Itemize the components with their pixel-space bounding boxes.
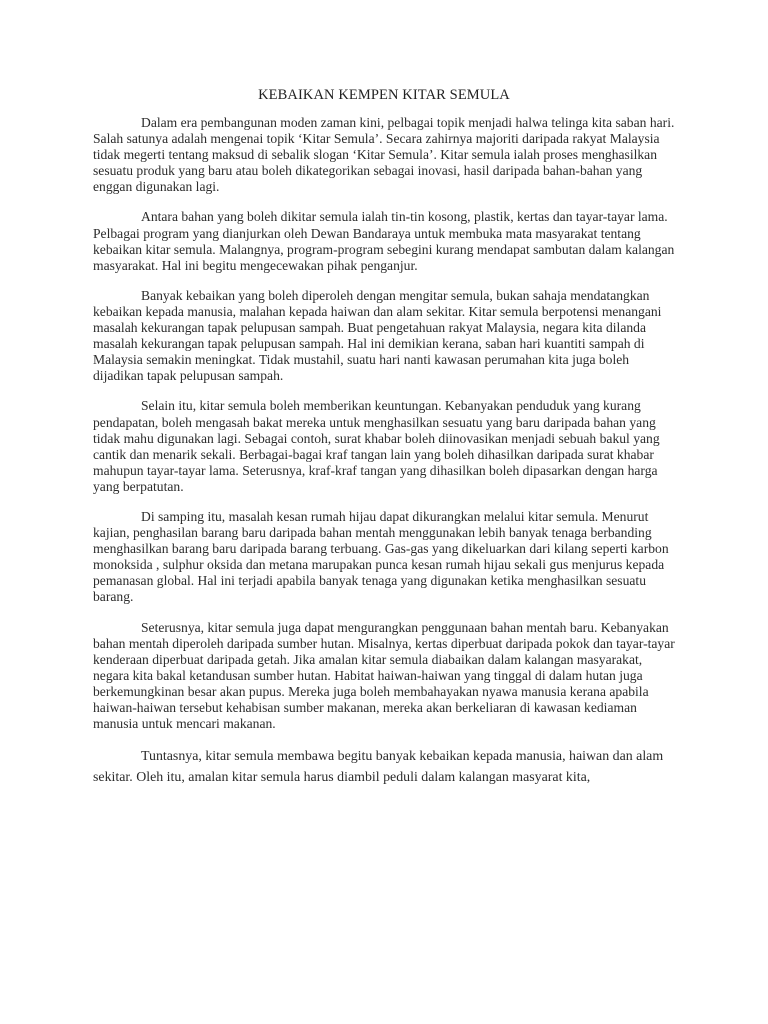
paragraph-conclusion: Tuntasnya, kitar semula membawa begitu banyak kebaikan kepada manusia, haiwan dan alam sekitar. Oleh itu, amalan kitar semula harus diambil peduli dalam kalangan masyarat kita, — [93, 749, 664, 786]
paragraph-raw-materials: Seterusnya, kitar semula juga dapat mengurangkan penggunaan bahan mentah baru. Kebanyakan bahan mentah diperoleh daripada sumber hutan. Misalnya, kertas diperbuat daripada pokok dan tayar-tayar kenderaan diperbuat daripada getah. Jika amalan kitar semula diabaikan dalam kalangan masyarakat, negara kita bakal ketandusan sumber hutan. Habitat haiwan-haiwan yang tinggal di dalam hutan juga berkemungkinan besar akan pupus. Mereka juga boleh membahayakan nyawa manusia kerana apabila haiwan-haiwan tersebut kehabisan sumber makanan, mereka akan berkeliaran di kawasan kediaman manusia untuk mencari makanan. — [93, 619, 675, 732]
document-title: KEBAIKAN KEMPEN KITAR SEMULA — [258, 87, 510, 103]
paragraph-intro: Dalam era pembangunan moden zaman kini, pelbagai topik menjadi halwa telinga kita saban hari. Salah satunya adalah mengenai topik ‘Kitar Semula’. Secara zahirnya majoriti daripada rakyat Malaysia tidak megerti tentang maksud di sebalik slogan ‘Kitar Semula’. Kitar semula ialah proses menghasilkan sesuatu produk yang baru atau boleh dikategorikan sebagai inovasi, hasil daripada bahan-bahan yang enggan digunakan lagi. — [93, 115, 675, 195]
paragraph-greenhouse: Di samping itu, masalah kesan rumah hijau dapat dikurangkan melalui kitar semula. Menurut kajian, penghasilan barang baru daripada bahan mentah menggunakan lebih banyak tenaga berbanding menghasilkan barang baru daripada barang terbuang. Gas-gas yang dikeluarkan dari kilang seperti karbon monoksida , sulphur oksida dan metana marupakan punca kesan rumah hijau sekali gus menjurus kepada pemanasan global. Hal ini terjadi apabila banyak tenaga yang digunakan ketika menghasilkan sesuatu barang. — [93, 508, 669, 605]
document-body — [93, 115, 681, 802]
paragraph-profit: Selain itu, kitar semula boleh memberikan keuntungan. Kebanyakan penduduk yang kurang pendapatan, boleh mengasah bakat mereka untuk menghasilkan sesuatu yang baru daripada bahan yang tidak mahu digunakan lagi. Sebagai contoh, surat khabar boleh diinovasikan menjadi sebuah bakul yang cantik dan menarik sekali. Berbagai-bagai kraf tangan lain yang boleh dihasilkan daripada surat khabar mahupun tayar-tayar lama. Seterusnya, kraf-kraf tangan yang dihasilkan boleh dipasarkan dengan harga yang berpatutan. — [93, 398, 660, 494]
paragraph-landfill: Banyak kebaikan yang boleh diperoleh dengan mengitar semula, bukan sahaja mendatangkan kebaikan kepada manusia, malahan kepada haiwan dan alam sekitar. Kitar semula berpotensi menangani masalah kekurangan tapak pelupusan sampah. Buat pengetahuan rakyat Malaysia, negara kita dilanda masalah kekurangan tapak pelupusan sampah. Hal ini demikian kerana, saban hari kuantiti sampah di Malaysia semakin meningkat. Tidak mustahil, suatu hari nanti kawasan perumahan kita juga boleh dijadikan tapak pelupusan sampah. — [93, 287, 662, 384]
paragraph-recyclable-materials: Antara bahan yang boleh dikitar semula ialah tin-tin kosong, plastik, kertas dan tayar-tayar lama. Pelbagai program yang dianjurkan oleh Dewan Bandaraya untuk membuka mata masyarakat tentang kebaikan kitar semula. Malangnya, program-program sebegini kurang mendapat sambutan dalam kalangan masyarakat. Hal ini begitu mengecewakan pihak penganjur. — [93, 209, 675, 273]
